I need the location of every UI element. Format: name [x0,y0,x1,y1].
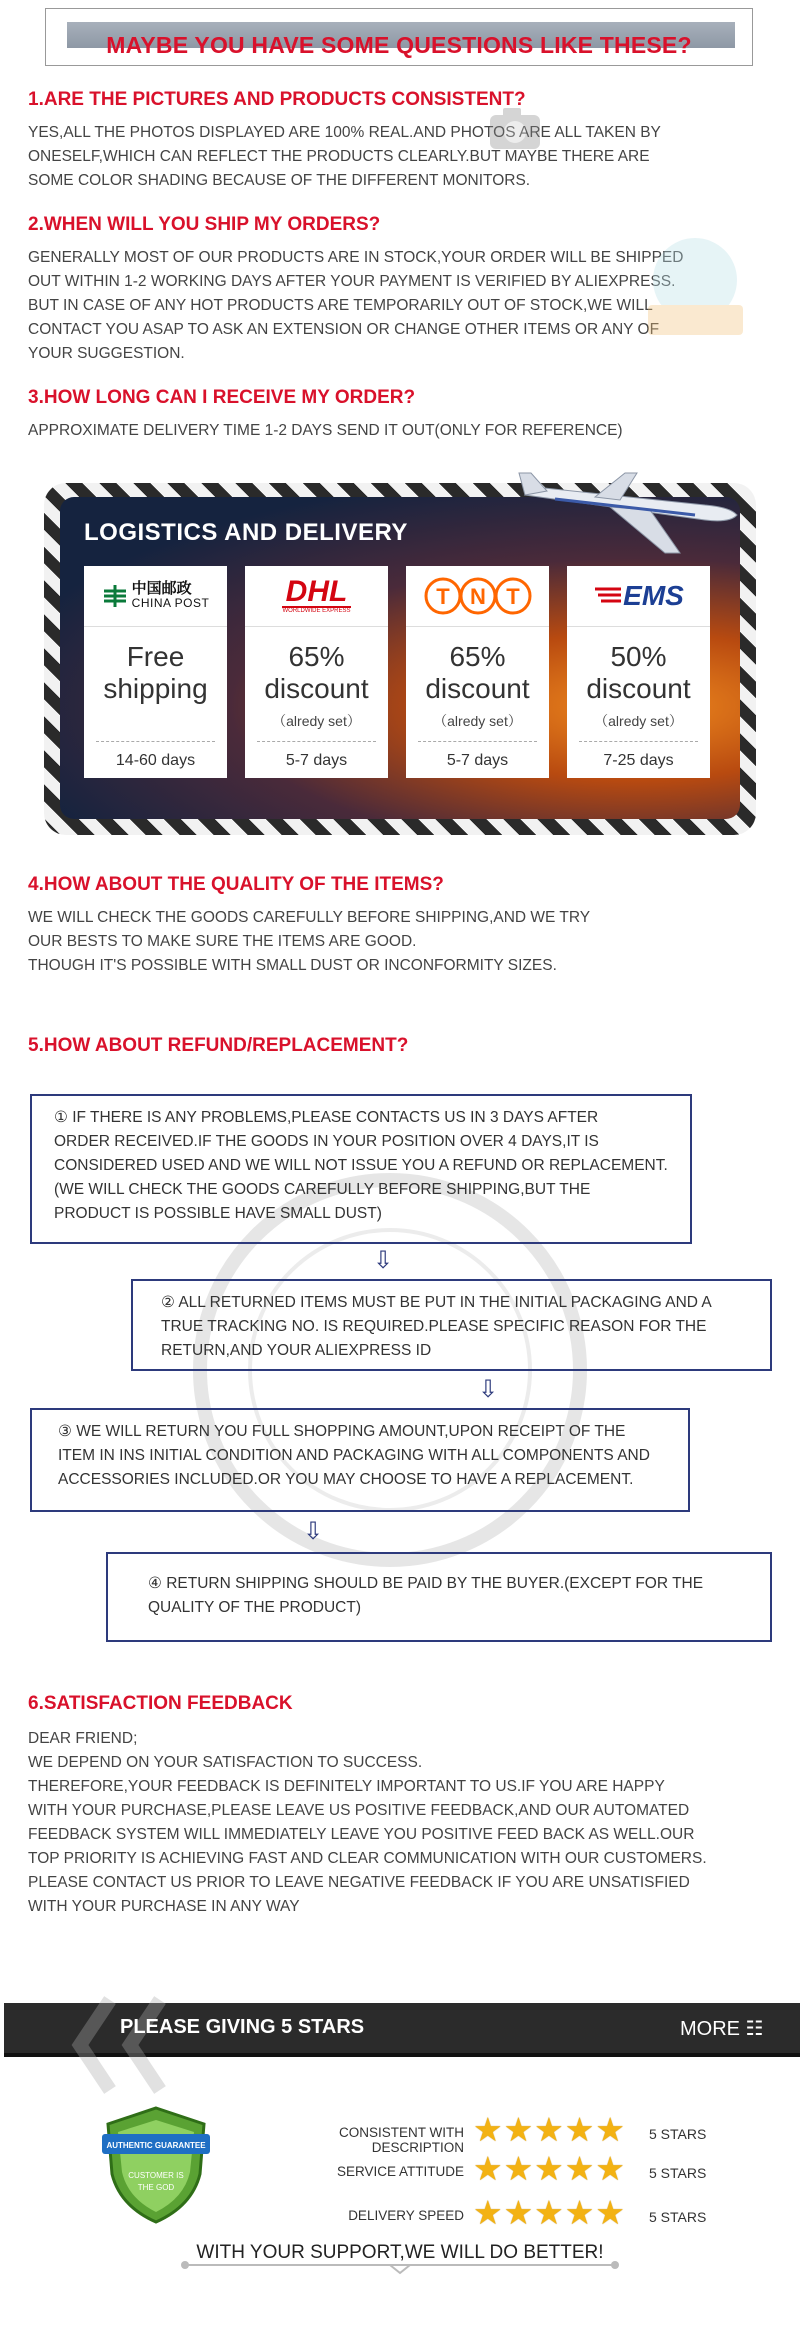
china-post-icon [102,583,128,609]
star-rating-icons: ★★★★★ [473,2194,626,2231]
text-line: (WE WILL CHECK THE GOODS CAREFULLY BEFORE SHIPPING,BUT THE [54,1181,591,1198]
carrier-offer-line1: 65% [288,641,345,672]
carrier-note: （alredy set） [594,713,683,729]
carrier-offer-line2: discount [264,673,369,704]
text-line: OUT WITHIN 1-2 WORKING DAYS AFTER YOUR PAYMENT IS VERIFIED BY ALIEXPRESS. [28,273,676,290]
text-line: RETURN,AND YOUR ALIEXPRESS ID [161,1342,432,1359]
support-message: WITH YOUR SUPPORT,WE WILL DO BETTER! [196,2242,604,2263]
rating-value: 5 STARS [649,2126,707,2142]
carrier-offer-line1: 65% [449,641,506,672]
faq-3-title: 3.HOW LONG CAN I RECEIVE MY ORDER? [28,387,416,408]
china-post-logo-cn: 中国邮政 [131,580,192,597]
text-line: ② ALL RETURNED ITEMS MUST BE PUT IN THE INITIAL PACKAGING AND A [161,1294,712,1311]
text-line: THEREFORE,YOUR FEEDBACK IS DEFINITELY IMPORTANT TO US.IF YOU ARE HAPPY [28,1778,665,1795]
text-line: WITH YOUR PURCHASE,PLEASE LEAVE US POSITIVE FEEDBACK,AND OUR AUTOMATED [28,1802,690,1819]
rating-value: 5 STARS [649,2165,707,2181]
text-line: YOUR SUGGESTION. [28,345,185,362]
text-line: BUT IN CASE OF ANY HOT PRODUCTS ARE TEMPORARILY OUT OF STOCK,WE WILL [28,297,653,314]
more-link[interactable]: MORE ☷ [680,2018,764,2040]
rating-value: 5 STARS [649,2209,707,2225]
down-arrow-icon: ⇩ [478,1376,499,1403]
carrier-days: 14-60 days [115,752,196,769]
ems-wings-icon [593,585,623,607]
down-arrow-icon: ⇩ [303,1518,324,1545]
carrier-offer-line1: 50% [610,641,667,672]
rating-label: SERVICE ATTITUDE [336,2164,464,2179]
text-line: DEAR FRIEND; [28,1730,138,1747]
card-divider [418,741,537,742]
ems-logo [567,566,710,627]
star-rating-icons: ★★★★★ [473,2111,626,2148]
text-line: PLEASE CONTACT US PRIOR TO LEAVE NEGATIVE FEEDBACK IF YOU ARE UNSATISFIED [28,1874,690,1891]
carrier-card-ems [567,566,710,778]
carrier-card-dhl [245,566,388,778]
dhl-logo-sub: WORLDWIDE EXPRESS [282,608,351,614]
card-divider [579,741,698,742]
text-line: CONTACT YOU ASAP TO ASK AN EXTENSION OR CHANGE OTHER ITEMS OR ANY OF [28,321,660,338]
faq-2-body [28,246,683,366]
svg-text:T: T [505,584,520,609]
carrier-offer-line2: discount [425,673,530,704]
page-title: MAYBE YOU HAVE SOME QUESTIONS LIKE THESE? [106,32,692,58]
faq-3-body: APPROXIMATE DELIVERY TIME 1-2 DAYS SEND IT OUT(ONLY FOR REFERENCE) [28,422,623,439]
carrier-card-tnt [406,566,549,778]
faq-6-title: 6.SATISFACTION FEEDBACK [28,1693,293,1714]
star-rating-icons: ★★★★★ [473,2150,626,2187]
carrier-offer-line2: discount [586,673,691,704]
stars-banner-title: PLEASE GIVING 5 STARS [120,2016,365,2038]
text-line: ORDER RECEIVED.IF THE GOODS IN YOUR POSITION OVER 4 DAYS,IT IS [54,1133,599,1150]
faq-4-title: 4.HOW ABOUT THE QUALITY OF THE ITEMS? [28,874,444,895]
badge-bot-text: THE GOD [137,2183,175,2192]
text-line: QUALITY OF THE PRODUCT) [148,1599,362,1616]
shipping-globe-icon [630,225,760,355]
carrier-offer-line1: Free [126,641,185,672]
text-line: SOME COLOR SHADING BECAUSE OF THE DIFFERENT MONITORS. [28,172,531,189]
carrier-card-china-post [84,566,227,778]
text-line: ③ WE WILL RETURN YOU FULL SHOPPING AMOUNT,UPON RECEIPT OF THE [58,1423,626,1440]
text-line: WE DEPEND ON YOUR SATISFACTION TO SUCCESS. [28,1754,423,1771]
down-arrow-icon: ⇩ [373,1247,394,1274]
chevron-decoration-icon [70,1990,200,2100]
ems-logo-text: EMS [623,580,684,611]
carrier-days: 5-7 days [446,752,509,769]
text-line: YES,ALL THE PHOTOS DISPLAYED ARE 100% REAL.AND PHOTOS ARE ALL TAKEN BY [28,124,661,141]
refund-step-4 [106,1552,772,1642]
logistics-title: LOGISTICS AND DELIVERY [84,519,408,546]
refund-step-3 [30,1408,690,1512]
text-line: OUR BESTS TO MAKE SURE THE ITEMS ARE GOOD. [28,933,417,950]
camera-icon [485,100,545,155]
text-line: WE WILL CHECK THE GOODS CAREFULLY BEFORE SHIPPING,AND WE TRY [28,909,591,926]
faq-2-title: 2.WHEN WILL YOU SHIP MY ORDERS? [28,214,381,235]
authentic-guarantee-badge [100,2104,212,2226]
text-line: ④ RETURN SHIPPING SHOULD BE PAID BY THE BUYER.(EXCEPT FOR THE [148,1575,704,1592]
rating-label: CONSISTENT WITH DESCRIPTION [338,2125,464,2155]
text-line: FEEDBACK SYSTEM WILL IMMEDIATELY LEAVE YOU POSITIVE FEED BACK AS WELL.OUR [28,1826,695,1843]
card-divider [96,741,215,742]
text-line: GENERALLY MOST OF OUR PRODUCTS ARE IN STOCK,YOUR ORDER WILL BE SHIPPED [28,249,684,266]
china-post-logo-en: CHINA POST [131,596,210,610]
svg-text:N: N [469,584,486,609]
faq-1-title: 1.ARE THE PICTURES AND PRODUCTS CONSISTENT? [28,89,526,110]
text-line: TRUE TRACKING NO. IS REQUIRED.PLEASE SPECIFIC REASON FOR THE [161,1318,707,1335]
text-line: PRODUCT IS POSSIBLE HAVE SMALL DUST) [54,1205,382,1222]
carrier-offer-line2: shipping [103,673,208,704]
faq-6-body [28,1727,707,1919]
faq-4-body [28,906,590,978]
carrier-days: 7-25 days [603,752,674,769]
dhl-logo [245,566,388,627]
carrier-note: （alredy set） [433,713,522,729]
text-line: ① IF THERE IS ANY PROBLEMS,PLEASE CONTACTS US IN 3 DAYS AFTER [54,1109,599,1126]
text-line: ONESELF,WHICH CAN REFLECT THE PRODUCTS CLEARLY.BUT MAYBE THERE ARE [28,148,650,165]
refund-step-2 [131,1279,772,1371]
badge-top-text: AUTHENTIC GUARANTEE [106,2141,206,2150]
dhl-logo-text: DHL [285,575,348,608]
airplane-icon [515,465,745,560]
rating-label: DELIVERY SPEED [348,2208,464,2223]
text-line: ITEM IN INS INITIAL CONDITION AND PACKAGING WITH ALL COMPONENTS AND [58,1447,650,1464]
tnt-logo [406,566,549,627]
svg-text:T: T [435,584,450,609]
tnt-logo-icon [423,576,533,616]
refund-step-1 [30,1094,692,1244]
text-line: WITH YOUR PURCHASE IN ANY WAY [28,1898,300,1915]
faq-5-title: 5.HOW ABOUT REFUND/REPLACEMENT? [28,1035,409,1056]
text-line: ACCESSORIES INCLUDED.OR YOU MAY CHOOSE TO HAVE A REPLACEMENT. [58,1471,634,1488]
badge-mid-text: CUSTOMER IS [128,2171,184,2180]
text-line: CONSIDERED USED AND WE WILL NOT ISSUE YOU A REFUND OR REPLACEMENT. [54,1157,668,1174]
text-line: THOUGH IT'S POSSIBLE WITH SMALL DUST OR INCONFORMITY SIZES. [28,957,557,974]
text-line: TOP PRIORITY IS ACHIEVING FAST AND CLEAR COMMUNICATION WITH OUR CUSTOMERS. [28,1850,707,1867]
faq-1-body [28,121,661,193]
china-post-logo [84,566,227,627]
carrier-days: 5-7 days [285,752,348,769]
carrier-note: （alredy set） [272,713,361,729]
card-divider [257,741,376,742]
